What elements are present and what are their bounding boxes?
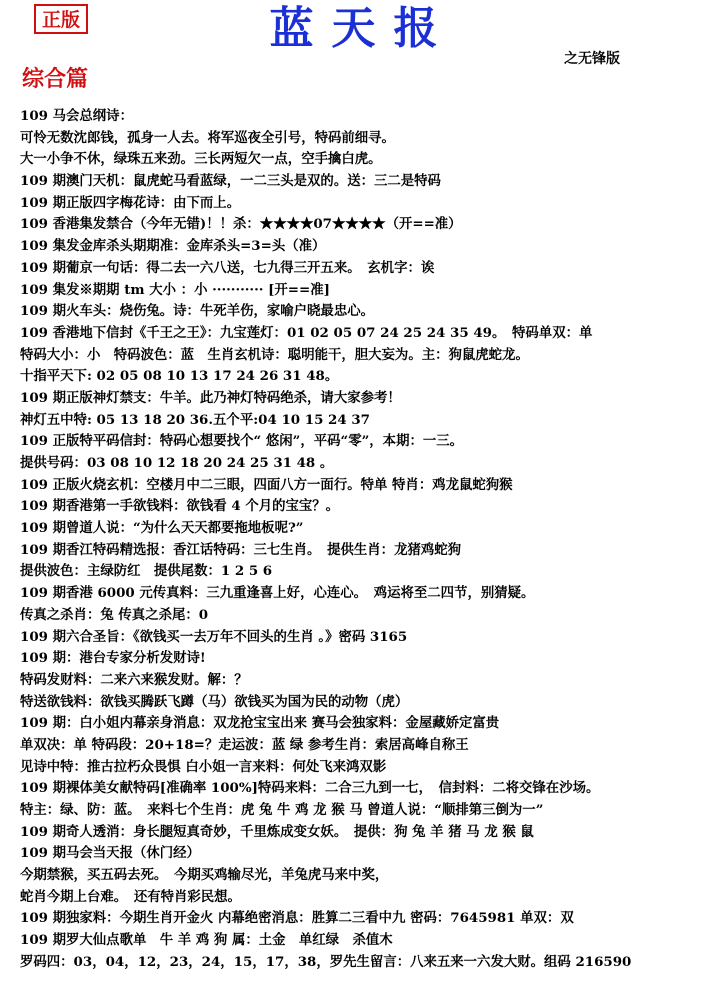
text-line: 神灯五中特: 05 13 18 20 36.五个平:04 10 15 24 37 <box>20 411 370 428</box>
text-line: 今期禁猴，买五码去死。 今期买鸡输尽光，羊兔虎马来中奖， <box>20 867 389 884</box>
text-line: 109 期裸体美女献特码[准确率 100%]特码来料：二合三九到一七， 信封料：二将交锋在沙场。 <box>20 780 600 797</box>
text-line: 109 期香港 6000 元传真料：三九重逢喜上好，心连心。 鸡运将至二四节，别猜疑。 <box>20 585 535 602</box>
text-line: 提供波色：主绿防红 提供尾数：1 2 5 6 <box>20 563 273 580</box>
text-line: 109 集发金库杀头期期准：金库杀头=3=头（准） <box>20 238 326 255</box>
edition-label: 之无锋版 <box>564 51 620 67</box>
text-line: 109 期曾道人说：“为什么天天都要拖地板呢?” <box>20 520 304 537</box>
text-line: 109 期火车头：烧伤兔。诗：牛死羊伤，家喻户晓最忠心。 <box>20 303 374 320</box>
newspaper-title: 蓝天报 <box>269 3 456 54</box>
text-line: 109 期正版四字梅花诗：由下而上。 <box>20 194 241 211</box>
text-line: 大一小争不休，绿珠五来劲。三长两短欠一点，空手擒白虎。 <box>20 151 382 168</box>
text-line: 109 正版火烧玄机：空楼月中二三眼，四面八方一面行。特单 特肖：鸡龙鼠蛇狗猴 <box>20 476 513 493</box>
text-line: 109 期马会当天报（休门经） <box>20 845 200 862</box>
text-line: 109 期：港台专家分析发财诗! <box>20 650 206 667</box>
text-line: 109 香港集发禁合（今年无错)！！杀：★★★★07★★★★（开==准） <box>20 216 462 233</box>
text-line: 见诗中特：推古拉朽众畏惧 白小姐一言来料：何处飞来鸿双影 <box>20 758 387 775</box>
text-line: 109 期罗大仙点歌单 牛 羊 鸡 狗 属：土金 单红绿 杀值木 <box>20 932 393 949</box>
text-line: 特送欲钱料：欲钱买腾跃飞蹲（马）欲钱买为国为民的动物（虎） <box>20 693 409 710</box>
text-line: 109 期香江特码精选报：香江话特码：三七生肖。 提供生肖：龙猪鸡蛇狗 <box>20 541 462 558</box>
text-line: 传真之杀肖：兔 传真之杀尾：0 <box>20 606 209 623</box>
text-line: 109 期澳门天机：鼠虎蛇马看蓝绿，一二三头是双的。送：三二是特码 <box>20 173 441 190</box>
content-lines <box>20 106 720 974</box>
text-line: 109 马会总纲诗： <box>20 108 133 124</box>
text-line: 特码大小：小 特码波色：蓝 生肖玄机诗：聪明能干，胆大妄为。主：狗鼠虎蛇龙。 <box>20 346 529 363</box>
text-line: 提供号码：03 08 10 12 18 20 24 25 31 48 。 <box>20 455 334 471</box>
text-line: 蛇肖今期上台难。 还有特肖彩民想。 <box>20 888 241 905</box>
text-line: 特主：绿、防：蓝。 来料七个生肖：虎 兔 牛 鸡 龙 猴 马 曾道人说：“顺排第三倒为一” <box>20 802 544 818</box>
section-heading: 综合篇 <box>22 67 89 92</box>
text-line: 109 期：白小姐内幕亲身消息：双龙抢宝宝出来 赛马会独家料：金屋藏娇定富贵 <box>20 715 500 732</box>
text-line: 109 香港地下信封《千王之王》：九宝莲灯：01 02 05 07 24 25 24 35 49。 特码单双：单 <box>20 324 593 341</box>
text-line: 109 期六合圣旨：《欲钱买一去万年不回头的生肖 。》密码 3165 <box>20 628 408 645</box>
text-line: 单双决：单 特码段：20+18=？走运波：蓝 绿 参考生肖：索居高峰自称王 <box>20 736 469 753</box>
text-line: 罗码四：03，04，12，23，24，15，17，38，罗先生留言：八来五来一六发大财。组码 216590 <box>20 953 632 970</box>
text-line: 109 正版特平码信封：特码心想要找个“ 悠闲”，平码“零”，本期：一三。 <box>20 433 464 450</box>
text-line: 特码发财料：二来六来猴发财。解：？ <box>20 671 248 688</box>
text-line: 十指平天下: 02 05 08 10 13 17 24 26 31 48。 <box>20 368 339 385</box>
text-line: 109 期香港第一手欲钱料：欲钱看 4 个月的宝宝？。 <box>20 498 340 515</box>
text-line: 109 期独家料：今期生肖开金火 内幕绝密消息：胜算二三看中九 密码：7645981 单双：双 <box>20 910 574 927</box>
text-line: 109 期奇人透消：身长腿短真奇妙，千里炼成变女妖。 提供：狗 兔 羊 猪 马 龙 猴 鼠 <box>20 823 534 840</box>
official-badge: 正版 <box>34 4 88 34</box>
text-line: 可怜无数沈郎钱，孤身一人去。将军巡夜全引号，特码前细寻。 <box>20 129 395 146</box>
text-line: 109 期正版神灯禁支：牛羊。此乃神灯特码绝杀，请大家参考！ <box>20 389 401 406</box>
text-line: 109 集发※期期 tm 大小 ：小 ··········· [开==准] <box>20 281 330 298</box>
text-line: 109 期葡京一句话：得二去一六八送，七九得三开五来。 玄机字：诶 <box>20 259 435 276</box>
